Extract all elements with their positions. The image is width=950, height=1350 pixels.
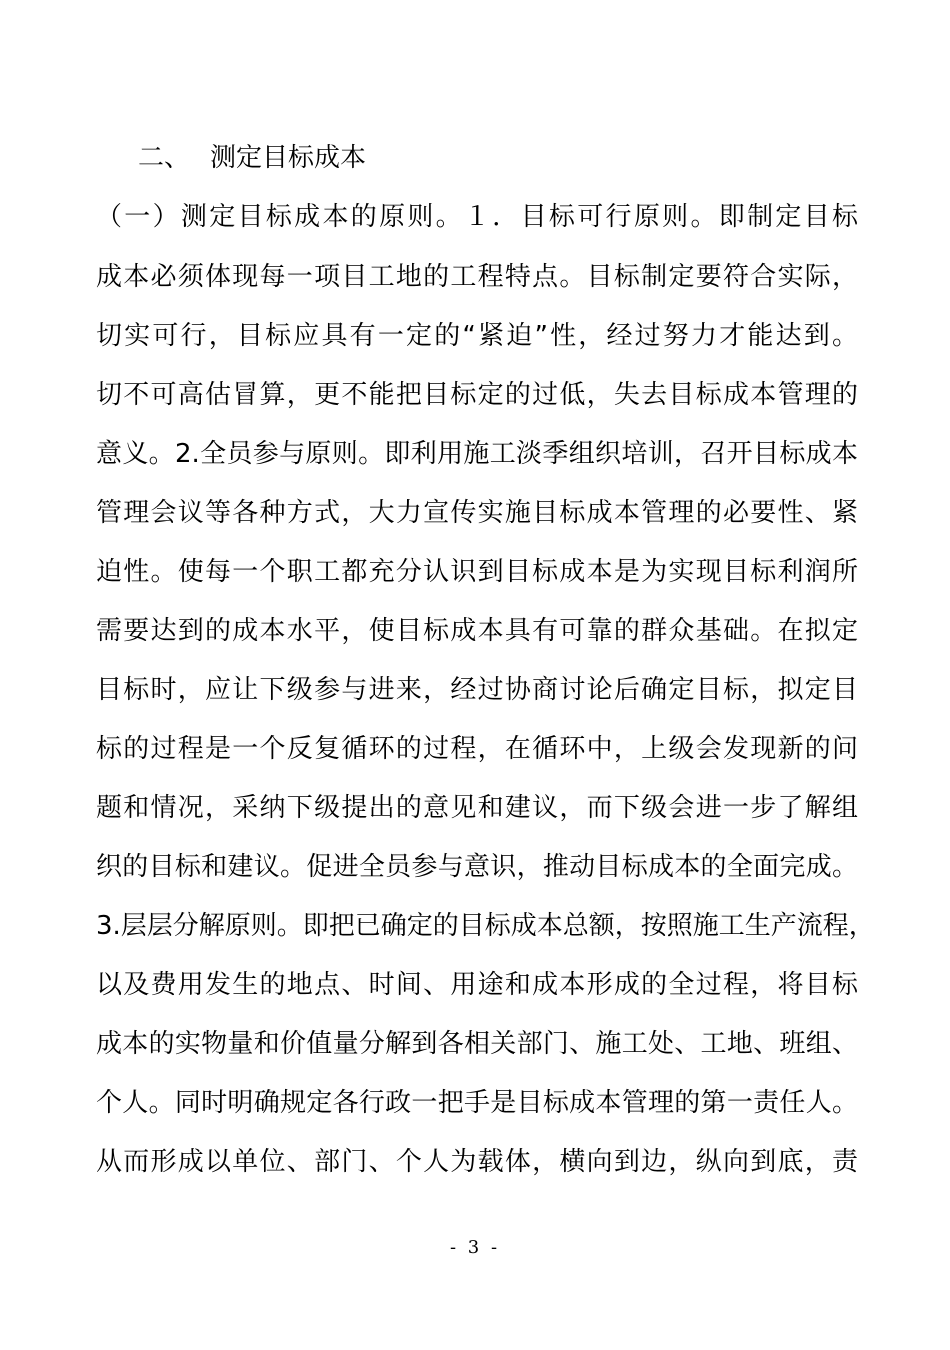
paragraph-line: 切实可行，目标应具有一定的“紧迫”性，经过努力才能达到。 — [96, 321, 858, 351]
paragraph-line: 需要达到的成本水平，使目标成本具有可靠的群众基础。在拟定 — [96, 616, 858, 646]
paragraph-line: 成本的实物量和价值量分解到各相关部门、施工处、工地、班组、 — [96, 1029, 858, 1059]
paragraph-line: 从而形成以单位、部门、个人为载体，横向到边，纵向到底，责 — [96, 1147, 858, 1177]
paragraph-line: 题和情况，采纳下级提出的意见和建议，而下级会进一步了解组 — [96, 793, 858, 823]
paragraph-line: 意义。2.全员参与原则。即利用施工淡季组织培训，召开目标成本 — [96, 439, 858, 469]
paragraph-line: 标的过程是一个反复循环的过程，在循环中，上级会发现新的问 — [96, 734, 858, 764]
section-number: 二、 — [138, 143, 191, 173]
paragraph-line: 个人。同时明确规定各行政一把手是目标成本管理的第一责任人。 — [96, 1088, 858, 1118]
paragraph-line: 3.层层分解原则。即把已确定的目标成本总额，按照施工生产流程， — [96, 911, 875, 941]
section-title: 测定目标成本 — [210, 143, 367, 173]
paragraph-line: （一）测定目标成本的原则。１．目标可行原则。即制定目标 — [96, 202, 858, 232]
page-number: - 3 - — [449, 1237, 501, 1258]
paragraph-line: 以及费用发生的地点、时间、用途和成本形成的全过程，将目标 — [96, 970, 858, 1000]
paragraph-line: 织的目标和建议。促进全员参与意识，推动目标成本的全面完成。 — [96, 852, 858, 882]
section-heading — [138, 140, 366, 176]
paragraph-line: 迫性。使每一个职工都充分认识到目标成本是为实现目标利润所 — [96, 557, 858, 587]
paragraph-line: 成本必须体现每一项目工地的工程特点。目标制定要符合实际， — [96, 262, 858, 292]
paragraph-line: 切不可高估冒算，更不能把目标定的过低，失去目标成本管理的 — [96, 380, 858, 410]
paragraph-line: 管理会议等各种方式，大力宣传实施目标成本管理的必要性、紧 — [96, 498, 858, 528]
paragraph-line: 目标时，应让下级参与进来，经过协商讨论后确定目标，拟定目 — [96, 675, 858, 705]
